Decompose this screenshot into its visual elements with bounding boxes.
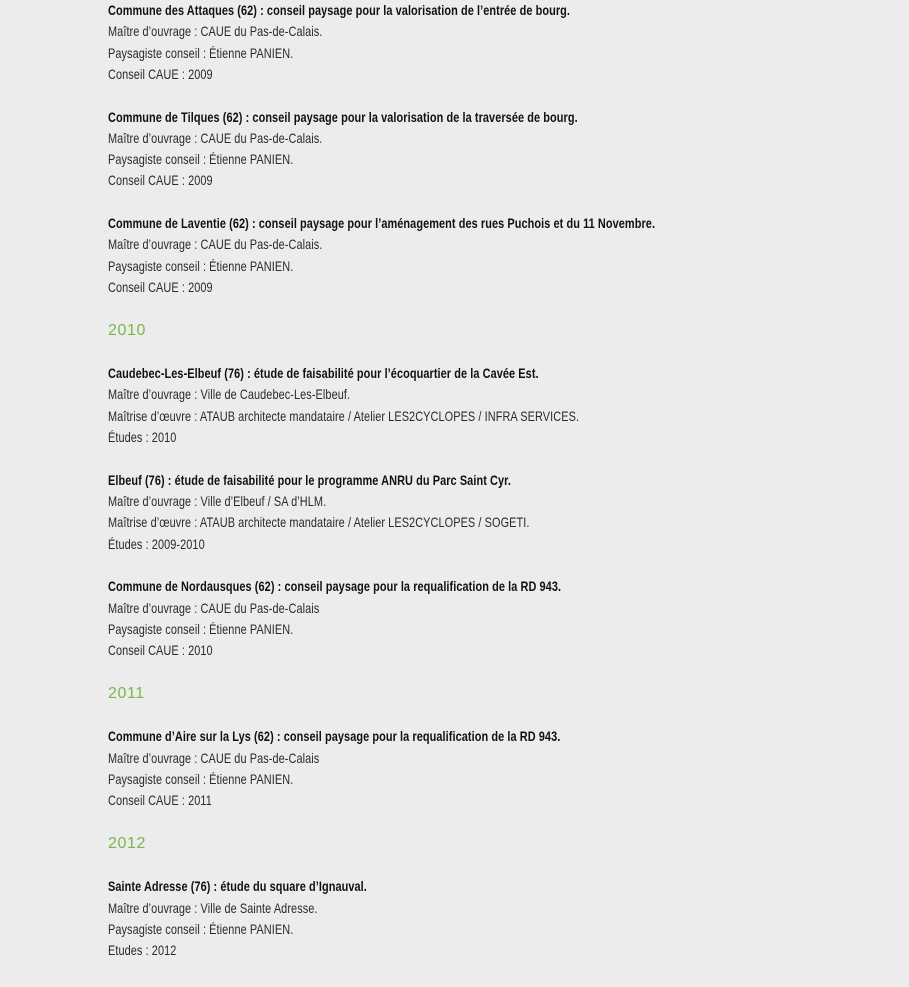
project-client: Maître d’ouvrage : Ville de Sainte Adresse. <box>108 899 318 916</box>
project-client: Maître d’ouvrage : CAUE du Pas-de-Calais. <box>108 129 323 146</box>
project-contractor: Maîtrise d’œuvre : ATAUB architecte mandataire / Atelier LES2CYCLOPES / INFRA SERVICES. <box>108 407 580 424</box>
project-client: Maître d’ouvrage : CAUE du Pas-de-Calais <box>108 599 320 616</box>
project-entry <box>108 363 909 448</box>
project-designer: Paysagiste conseil : Étienne PANIEN. <box>108 44 294 61</box>
project-date: Conseil CAUE : 2009 <box>108 65 213 82</box>
project-date: Études : 2010 <box>108 429 177 446</box>
project-client: Maître d’ouvrage : CAUE du Pas-de-Calais <box>108 749 320 766</box>
project-date: Conseil CAUE : 2010 <box>108 642 213 659</box>
project-date: Conseil CAUE : 2011 <box>108 792 212 809</box>
year-heading-2010: 2010 <box>108 321 146 339</box>
project-designer: Paysagiste conseil : Étienne PANIEN. <box>108 257 294 274</box>
project-entry <box>108 107 909 192</box>
project-entry <box>108 470 909 555</box>
project-entry <box>108 876 909 961</box>
project-designer: Paysagiste conseil : Étienne PANIEN. <box>108 151 294 168</box>
project-title: Elbeuf (76) : étude de faisabilité pour le programme ANRU du Parc Saint Cyr. <box>108 471 511 488</box>
year-heading-2012: 2012 <box>108 834 146 852</box>
project-client: Maître d’ouvrage : CAUE du Pas-de-Calais. <box>108 23 323 40</box>
project-contractor: Maîtrise d’œuvre : ATAUB architecte mandataire / Atelier LES2CYCLOPES / SOGETI. <box>108 514 530 531</box>
year-heading-2011: 2011 <box>108 684 145 702</box>
project-client: Maître d’ouvrage : Ville d’Elbeuf / SA d’HLM. <box>108 493 327 509</box>
project-designer: Paysagiste conseil : Étienne PANIEN. <box>108 620 294 637</box>
project-entry <box>108 726 909 811</box>
project-designer: Paysagiste conseil : Étienne PANIEN. <box>108 920 294 937</box>
project-client: Maître d’ouvrage : CAUE du Pas-de-Calais. <box>108 236 323 253</box>
project-title: Caudebec-Les-Elbeuf (76) : étude de faisabilité pour l’écoquartier de la Cavée Est. <box>108 365 539 382</box>
project-designer: Paysagiste conseil : Étienne PANIEN. <box>108 770 294 787</box>
project-entry <box>108 0 909 85</box>
project-date: Études : 2009-2010 <box>108 535 205 552</box>
project-entry <box>108 576 909 661</box>
project-title: Commune de Tilques (62) : conseil paysage pour la valorisation de la traversée de bourg. <box>108 108 578 125</box>
project-date: Etudes : 2012 <box>108 942 177 959</box>
project-title: Commune des Attaques (62) : conseil paysage pour la valorisation de l’entrée de bourg. <box>108 2 571 18</box>
project-entry <box>108 213 909 298</box>
project-list <box>108 0 909 961</box>
project-date: Conseil CAUE : 2009 <box>108 279 213 296</box>
project-title: Commune de Nordausques (62) : conseil paysage pour la requalification de la RD 943. <box>108 578 562 595</box>
project-title: Commune de Laventie (62) : conseil paysage pour l’aménagement des rues Puchois et du 11 Novembre. <box>108 215 656 232</box>
project-client: Maître d’ouvrage : Ville de Caudebec-Les-Elbeuf. <box>108 386 351 403</box>
project-title: Commune d’Aire sur la Lys (62) : conseil paysage pour la requalification de la RD 943. <box>108 728 561 745</box>
project-title: Sainte Adresse (76) : étude du square d’Ignauval. <box>108 878 367 895</box>
project-date: Conseil CAUE : 2009 <box>108 172 213 189</box>
